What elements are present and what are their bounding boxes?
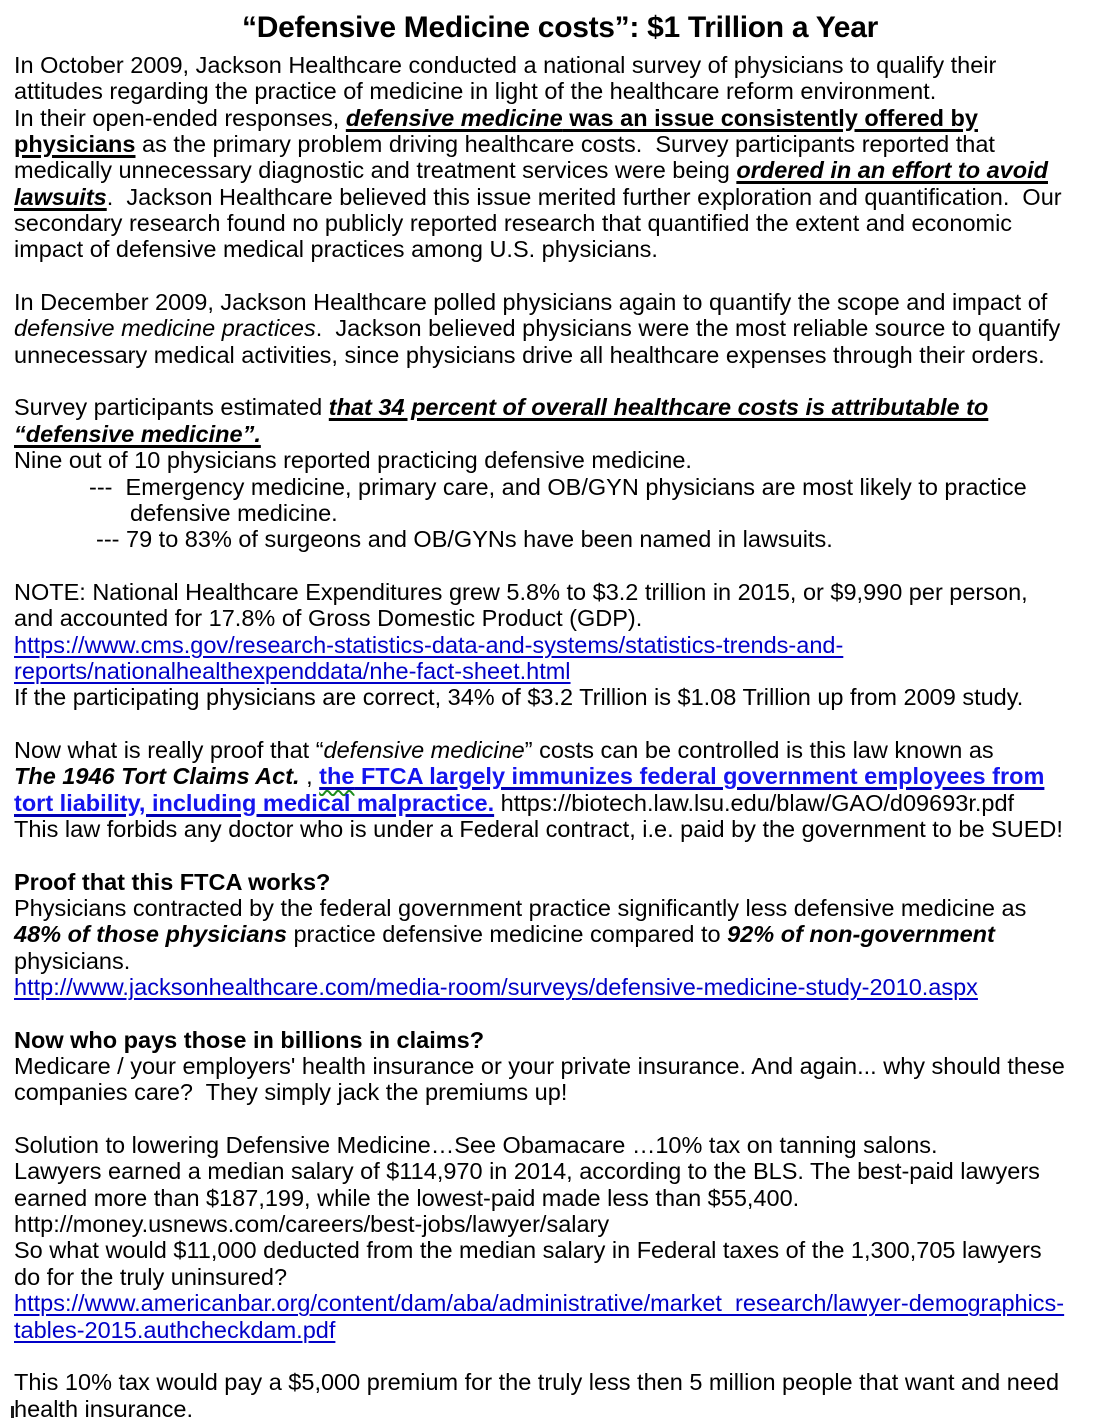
text-line (0, 184, 1120, 210)
text-run: Physicians contracted by the federal government practice significantly less defensive medicine as (14, 895, 1027, 921)
text-run: In their open-ended responses, (14, 104, 346, 131)
text-line (0, 78, 1120, 104)
text-line (0, 1237, 1120, 1263)
text-line (0, 1264, 1120, 1290)
blank-line (0, 842, 1120, 868)
text-run: Now what is really proof that “ (14, 736, 324, 763)
text-line (0, 394, 1120, 420)
text-run: practice defensive medicine compared to (286, 921, 728, 948)
text-run: Solution to lowering Defensive Medicine…See Obamacare …10% tax on tanning salons. (14, 1132, 938, 1159)
text-run: In December 2009, Jackson Healthcare polled physicians again to quantify the scope and impact of (14, 289, 1048, 316)
text-run: medically unnecessary diagnostic and treatment services were being (14, 157, 737, 184)
text-line (0, 1185, 1120, 1211)
text-run: 48% of those physicians (14, 921, 287, 948)
text-run: --- 79 to 83% of surgeons and OB/GYNs have been named in lawsuits. (96, 526, 833, 553)
text-run: Lawyers earned a median salary of $114,970 in 2014, according to the BLS. The best-paid lawyers (14, 1158, 1040, 1185)
text-line (0, 1369, 1120, 1395)
text-line (0, 1211, 1120, 1237)
text-run: --- Emergency medicine, primary care, and OB/GYN physicians are most likely to practice (89, 473, 1027, 500)
text-line (0, 632, 1120, 658)
text-run: physicians. (14, 947, 131, 974)
text-line (0, 1158, 1120, 1184)
text-run: So what would $11,000 deducted from the median salary in Federal taxes of the 1,300,705 lawyers (14, 1237, 1042, 1264)
hyperlink[interactable]: tort liability, including medical malpractice. (14, 789, 495, 816)
text-run: defensive medicine (323, 736, 525, 763)
text-run: ” costs can be controlled is this law known as (524, 736, 994, 763)
text-line (0, 289, 1120, 315)
text-line (0, 605, 1120, 631)
text-line (0, 157, 1120, 183)
text-line (0, 526, 1120, 552)
text-run: lawsuits (14, 183, 107, 210)
text-line (0, 1132, 1120, 1158)
text-run: was an issue consistently offered by (562, 104, 978, 131)
text-run: defensive medicine (345, 104, 563, 131)
blank-line (0, 1343, 1120, 1369)
text-run: attitudes regarding the practice of medicine in light of the healthcare reform environment. (14, 78, 937, 105)
text-run: Now who pays those in billions in claims? (14, 1026, 485, 1053)
text-line (0, 737, 1120, 763)
text-run: . Jackson Healthcare believed this issue merited further exploration and quantification. Our (106, 183, 1062, 210)
text-line (0, 684, 1120, 710)
blank-line (0, 553, 1120, 579)
text-run: http://money.usnews.com/careers/best-jobs/lawyer/salary (14, 1211, 610, 1238)
text-line (0, 421, 1120, 447)
text-line (0, 658, 1120, 684)
text-run: NOTE: National Healthcare Expenditures grew 5.8% to $3.2 trillion in 2015, or $9,990 per person, (14, 578, 1028, 605)
blank-line (0, 1106, 1120, 1132)
text-line (0, 895, 1120, 921)
text-line (0, 974, 1120, 1000)
text-run: health insurance. (14, 1395, 193, 1418)
text-line (0, 1290, 1120, 1316)
text-line (0, 131, 1120, 157)
text-line (0, 1079, 1120, 1105)
text-run: as the primary problem driving healthcare costs. Survey participants reported that (135, 131, 995, 158)
hyperlink[interactable]: tables-2015.authcheckdam.pdf (14, 1316, 336, 1343)
text-line (0, 1027, 1120, 1053)
text-run: unnecessary medical activities, since physicians drive all healthcare expenses through their orders. (14, 341, 1045, 368)
text-run: “defensive medicine”. (14, 420, 261, 447)
text-line (0, 948, 1120, 974)
text-line (0, 1053, 1120, 1079)
text-line (0, 236, 1120, 262)
text-line (0, 315, 1120, 341)
text-line (0, 790, 1120, 816)
text-line (0, 342, 1120, 368)
hyperlink[interactable]: https://www.cms.gov/research-statistics-data-and-systems/statistics-trends-and- (14, 631, 844, 658)
document-body (0, 52, 1120, 1418)
hyperlink[interactable]: FTCA largely immunizes federal government employees from (354, 763, 1045, 790)
text-run: In October 2009, Jackson Healthcare conducted a national survey of physicians to qualify their (14, 52, 997, 78)
blank-line (0, 263, 1120, 289)
text-run: that 34 percent of overall healthcare costs is attributable to (328, 394, 989, 421)
text-line (0, 474, 1120, 500)
text-run: Medicare / your employers' health insurance or your private insurance. And again... why should these (14, 1053, 1065, 1080)
text-line (0, 500, 1120, 526)
text-run: defensive medicine. (130, 499, 338, 526)
text-run: , (299, 763, 320, 790)
text-run: Survey participants estimated (14, 394, 329, 421)
text-run: 92% of non-government (727, 921, 995, 948)
blank-line (0, 1000, 1120, 1026)
document-title: “Defensive Medicine costs”: $1 Trillion a Year (242, 11, 878, 44)
hyperlink[interactable]: the (319, 763, 355, 790)
text-line (0, 105, 1120, 131)
text-line (0, 1396, 1120, 1418)
text-run: If the participating physicians are correct, 34% of $3.2 Trillion is $1.08 Trillion up from 2009 study. (14, 684, 1024, 711)
text-run: and accounted for 17.8% of Gross Domestic Product (GDP). (14, 605, 643, 632)
hyperlink[interactable]: reports/nationalhealthexpenddata/nhe-fact-sheet.html (14, 657, 571, 684)
text-run: physicians (14, 131, 136, 158)
text-run: https://biotech.law.lsu.edu/blaw/GAO/d09693r.pdf (494, 789, 1015, 816)
text-run: This 10% tax would pay a $5,000 premium for the truly less then 5 million people that want and need (14, 1369, 1060, 1396)
grammar-squiggle (319, 763, 354, 789)
text-line (0, 1317, 1120, 1343)
hyperlink[interactable]: https://www.americanbar.org/content/dam/aba/administrative/market_research/lawyer-demographics- (14, 1290, 1065, 1317)
blank-line (0, 368, 1120, 394)
text-line (0, 921, 1120, 947)
text-run: The 1946 Tort Claims Act. (14, 763, 300, 790)
text-run: earned more than $187,199, while the lowest-paid made less than $55,400. (14, 1184, 800, 1211)
text-run: . Jackson believed physicians were the most reliable source to quantify (315, 315, 1061, 342)
text-line (0, 816, 1120, 842)
text-run: Proof that this FTCA works? (14, 868, 331, 895)
text-run: This law forbids any doctor who is under a Federal contract, i.e. paid by the government to be SUED! (14, 815, 1063, 842)
text-line (0, 869, 1120, 895)
text-cursor (11, 1406, 14, 1418)
text-line (0, 763, 1120, 789)
text-run: do for the truly uninsured? (14, 1263, 288, 1290)
text-line (0, 447, 1120, 473)
text-line (0, 52, 1120, 78)
text-run: defensive medicine practices (14, 315, 316, 342)
hyperlink[interactable]: http://www.jacksonhealthcare.com/media-room/surveys/defensive-medicine-study-2010.aspx (14, 974, 978, 1001)
blank-line (0, 711, 1120, 737)
text-run: Nine out of 10 physicians reported practicing defensive medicine. (14, 447, 692, 474)
text-run: impact of defensive medical practices among U.S. physicians. (14, 236, 658, 263)
text-line (0, 210, 1120, 236)
text-run: companies care? They simply jack the premiums up! (14, 1079, 568, 1106)
text-run: ordered in an effort to avoid (736, 157, 1048, 184)
text-line (0, 579, 1120, 605)
text-run: secondary research found no publicly reported research that quantified the extent and economic (14, 210, 1013, 237)
